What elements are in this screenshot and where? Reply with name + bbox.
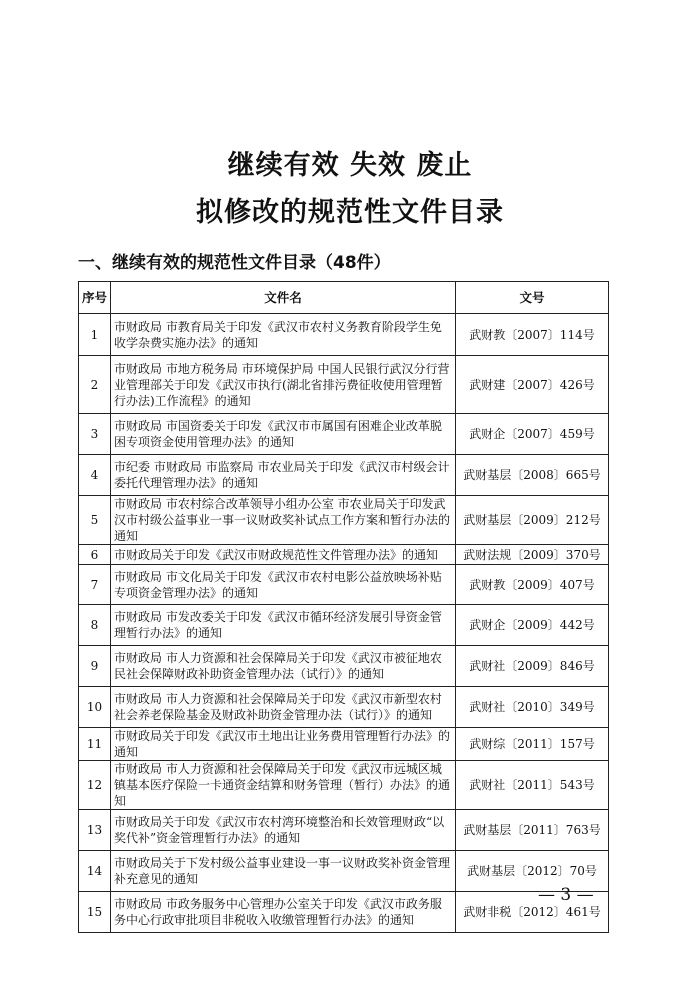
table-row — [79, 646, 609, 687]
row-serial-number: 10 — [79, 687, 111, 728]
row-serial-number: 7 — [79, 565, 111, 605]
row-document-name: 市财政局 市发改委关于印发《武汉市循环经济发展引导资金管理暂行办法》的通知 — [111, 605, 456, 646]
row-serial-number: 11 — [79, 728, 111, 761]
row-document-number: 武财非税〔2012〕461号 — [456, 892, 609, 933]
row-document-number: 武财建〔2007〕426号 — [456, 356, 609, 414]
row-serial-number: 6 — [79, 545, 111, 565]
row-document-name: 市财政局 市人力资源和社会保障局关于印发《武汉市远城区城镇基本医疗保险一卡通资金结算和财务管理（暂行）办法》的通知 — [111, 761, 456, 810]
table-row — [79, 728, 609, 761]
table-row — [79, 810, 609, 851]
section-heading: 一、继续有效的规范性文件目录（48件） — [78, 253, 391, 273]
row-document-name: 市财政局 市教育局关于印发《武汉市农村义务教育阶段学生免收学杂费实施办法》的通知 — [111, 314, 456, 356]
row-document-number: 武财企〔2009〕442号 — [456, 605, 609, 646]
document-list-table — [78, 281, 609, 933]
row-document-name: 市财政局 市文化局关于印发《武汉市农村电影公益放映场补贴专项资金管理办法》的通知 — [111, 565, 456, 605]
row-document-name: 市财政局 市人力资源和社会保障局关于印发《武汉市新型农村社会养老保险基金及财政补助资金管理办法（试行）》的通知 — [111, 687, 456, 728]
row-serial-number: 9 — [79, 646, 111, 687]
table-row — [79, 565, 609, 605]
header-document-name: 文件名 — [111, 282, 456, 314]
table-row — [79, 414, 609, 455]
row-document-number: 武财基层〔2008〕665号 — [456, 455, 609, 496]
row-document-number: 武财教〔2009〕407号 — [456, 565, 609, 605]
row-document-number: 武财社〔2010〕349号 — [456, 687, 609, 728]
row-document-number: 武财社〔2009〕846号 — [456, 646, 609, 687]
document-title-line-1: 继续有效 失效 废止 — [227, 150, 473, 181]
table-header-row — [79, 282, 609, 314]
header-document-number: 文号 — [456, 282, 609, 314]
row-document-number: 武财基层〔2009〕212号 — [456, 496, 609, 545]
row-serial-number: 1 — [79, 314, 111, 356]
row-serial-number: 14 — [79, 851, 111, 892]
table-row — [79, 892, 609, 933]
row-document-number: 武财综〔2011〕157号 — [456, 728, 609, 761]
row-serial-number: 5 — [79, 496, 111, 545]
table-row — [79, 455, 609, 496]
row-serial-number: 8 — [79, 605, 111, 646]
row-document-name: 市纪委 市财政局 市监察局 市农业局关于印发《武汉市村级会计委托代理管理办法》的通知 — [111, 455, 456, 496]
row-serial-number: 2 — [79, 356, 111, 414]
table-row — [79, 851, 609, 892]
row-document-number: 武财法规〔2009〕370号 — [456, 545, 609, 565]
row-document-number: 武财企〔2007〕459号 — [456, 414, 609, 455]
row-serial-number: 4 — [79, 455, 111, 496]
document-title-line-2: 拟修改的规范性文件目录 — [196, 197, 504, 228]
row-document-name: 市财政局 市国资委关于印发《武汉市市属国有困难企业改革脱困专项资金使用管理办法》的通知 — [111, 414, 456, 455]
page-number: — 3 — — [538, 885, 594, 905]
table-row — [79, 761, 609, 810]
table-row — [79, 314, 609, 356]
row-document-name: 市财政局关于印发《武汉市土地出让业务费用管理暂行办法》的通知 — [111, 728, 456, 761]
row-document-number: 武财教〔2007〕114号 — [456, 314, 609, 356]
table-row — [79, 605, 609, 646]
row-document-name: 市财政局 市地方税务局 市环境保护局 中国人民银行武汉分行营业管理部关于印发《武汉市执行(湖北省排污费征收使用管理暂行办法)工作流程》的通知 — [111, 356, 456, 414]
row-document-name: 市财政局关于印发《武汉市农村湾环境整治和长效管理财政“以奖代补”资金管理暂行办法》的通知 — [111, 810, 456, 851]
table-row — [79, 496, 609, 545]
row-document-number: 武财基层〔2012〕70号 — [456, 851, 609, 892]
row-document-name: 市财政局关于印发《武汉市财政规范性文件管理办法》的通知 — [111, 545, 456, 565]
row-document-name: 市财政局 市政务服务中心管理办公室关于印发《武汉市政务服务中心行政审批项目非税收入收缴管理暂行办法》的通知 — [111, 892, 456, 933]
table-row — [79, 687, 609, 728]
row-serial-number: 12 — [79, 761, 111, 810]
header-serial-number: 序号 — [79, 282, 111, 314]
row-document-number: 武财基层〔2011〕763号 — [456, 810, 609, 851]
row-serial-number: 15 — [79, 892, 111, 933]
row-document-name: 市财政局关于下发村级公益事业建设一事一议财政奖补资金管理补充意见的通知 — [111, 851, 456, 892]
row-document-number: 武财社〔2011〕543号 — [456, 761, 609, 810]
row-document-name: 市财政局 市农村综合改革领导小组办公室 市农业局关于印发武汉市村级公益事业一事一议财政奖补试点工作方案和暂行办法的通知 — [111, 496, 456, 545]
row-serial-number: 3 — [79, 414, 111, 455]
table-row — [79, 356, 609, 414]
table-row — [79, 545, 609, 565]
row-document-name: 市财政局 市人力资源和社会保障局关于印发《武汉市被征地农民社会保障财政补助资金管理办法（试行）》的通知 — [111, 646, 456, 687]
row-serial-number: 13 — [79, 810, 111, 851]
